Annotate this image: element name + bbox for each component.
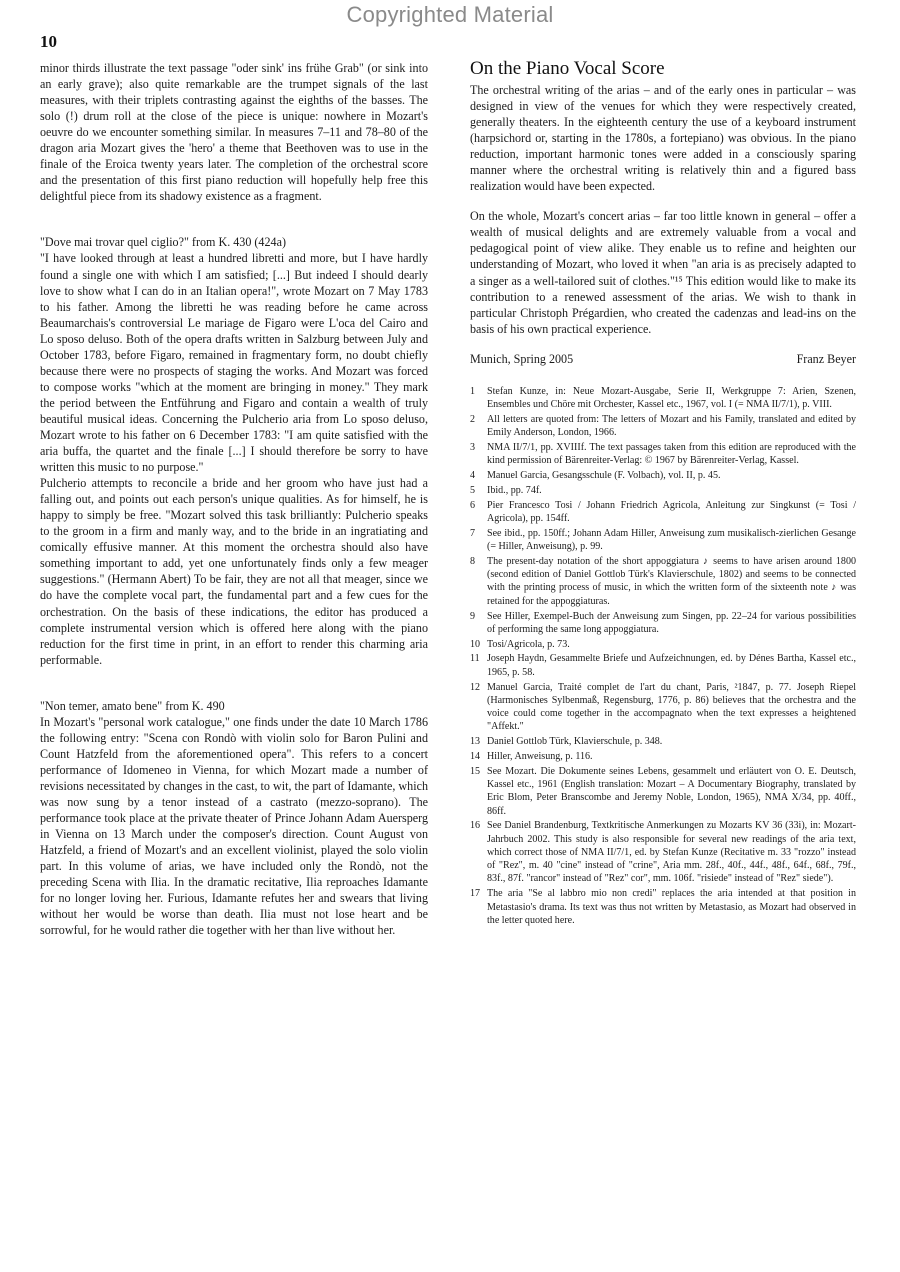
footnote-item	[470, 385, 856, 412]
footnote-text: The present-day notation of the short appoggiatura ♪ seems to have arisen around 1800 (second edition of Daniel Gottlob Türk's Klavierschule, 1802) and seems to be connected with the printing process of music, in which the written form of the sixteenth note ♪ was retained for the appoggiaturas.	[487, 555, 856, 607]
footnote-text: Hiller, Anweisung, p. 116.	[487, 750, 593, 762]
right-column	[470, 58, 856, 929]
page-number: 10	[40, 32, 57, 51]
footnote-item	[470, 887, 856, 927]
footnote-item	[470, 610, 856, 637]
footnote-text: See Hiller, Exempel-Buch der Anweisung zum Singen, pp. 22–24 for various possibilities of performing the same long appoggiatura.	[487, 610, 856, 635]
footnote-item	[470, 441, 856, 468]
footnotes-list	[470, 385, 856, 927]
footnote-text: Daniel Gottlob Türk, Klavierschule, p. 348.	[487, 736, 663, 748]
piano-score-paragraph-1: The orchestral writing of the arias – and of the early ones in particular – was designed in view of the venues for which they were respectively created, generally theaters. In the eighteenth century the use of a keyboard instrument (harpsichord or, starting in the 1780s, a fortepiano) was obvious. In the piano reduction, important harmonic tones were added in a consciously sparing manner where the orchestral writing is relatively thin and a figured bass realization would have been expected.	[470, 83, 856, 194]
footnote-number: 17	[470, 888, 481, 900]
footnote-text: NMA II/7/1, pp. XVIIIf. The text passages taken from this edition are reproduced with the kind permission of Bärenreiter-Verlag: © 1967 by Bärenreiter-Verlag, Kassel.	[487, 441, 856, 467]
footnote-number: 7	[470, 527, 476, 539]
dove-mai-paragraph-2: Pulcherio attempts to reconcile a bride and her groom who have just had a falling out, and points out each person's unique qualities. As for himself, he is happy to simply be free. "Mozart solved this task brilliantly: Pulcherio speaks to the groom in a firm and manly way, and to the bride in an ingratiating and comically effusive manner. At this moment the orchestra should also have something important to add, yet one unfortunately finds only a few meager suggestions." (Hermann Abert) To be fair, they are not all that meager, since we do have the complete vocal part, the fundamental part and a few cues for the orchestration. On the basis of these indications, the editor has produced a complete instrumental version which is offered here along with the piano reduction for the first time in print, in an effort to render this charming aria performable.	[40, 476, 428, 667]
footnote-number: 6	[470, 499, 476, 511]
footnote-number: 13	[470, 736, 481, 748]
footnote-text: Manuel Garcia, Gesangsschule (F. Volbach), vol. II, p. 45.	[487, 470, 721, 482]
footnote-text: Joseph Haydn, Gesammelte Briefe und Aufzeichnungen, ed. by Dénes Bartha, Kassel etc., 1965, p. 58.	[487, 653, 856, 678]
footnote-item	[470, 652, 856, 679]
left-column	[40, 60, 428, 938]
footnote-item	[470, 413, 856, 440]
footnote-number: 1	[470, 385, 476, 397]
author-name: Franz Beyer	[796, 351, 856, 366]
footnote-item	[470, 555, 856, 608]
section-heading-non-temer: "Non temer, amato bene" from K. 490	[40, 698, 225, 713]
footnote-text: Tosi/Agricola, p. 73.	[487, 638, 570, 650]
footnote-item	[470, 527, 856, 554]
footnote-item	[470, 484, 856, 497]
place-date: Munich, Spring 2005	[470, 351, 574, 366]
footnote-item	[470, 750, 856, 763]
footnote-text: The aria "Se al labbro mio non credi" replaces the aria intended at that position in Metastasio's drama. Its text was thus not written by Metastasio, as Mozart had observed in the letter quoted here.	[487, 888, 856, 926]
footnote-text: Stefan Kunze, in: Neue Mozart-Ausgabe, Serie II, Werkgruppe 7: Arien, Szenen, Ensembles und Chöre mit Orchester, Kassel etc., 1967, vol. I (= NMA II/7/1), p. VIII.	[487, 385, 856, 410]
footnote-item	[470, 819, 856, 885]
footnote-number: 11	[470, 653, 480, 665]
footnote-number: 16	[470, 820, 481, 832]
footnote-number: 2	[470, 413, 476, 425]
footnote-item	[470, 681, 856, 734]
footnote-item	[470, 735, 856, 748]
footnote-number: 14	[470, 750, 481, 762]
footnote-number: 8	[470, 555, 476, 567]
footnote-text: See Mozart. Die Dokumente seines Lebens, gesammelt und erläutert von O. E. Deutsch, Kassel etc., 1961 (English translation: Mozart – A Documentary Biography, translated by Eric Blom, Peter Branscombe and Jeremy Noble, London, 1965), NMA X/34, pp. 40ff., 86ff.	[487, 765, 856, 817]
section-title-piano-vocal-score: On the Piano Vocal Score	[470, 58, 665, 79]
footnote-number: 12	[470, 681, 481, 693]
footnote-item	[470, 638, 856, 651]
copyright-watermark: Copyrighted Material	[346, 2, 554, 27]
piano-score-paragraph-2: On the whole, Mozart's concert arias – far too little known in general – offer a wealth of musical delights and are extremely valuable from a vocal and pedagogical point of view alike. They enable us to refine and heighten our understanding of Mozart, who loved it when "an aria is as precisely adapted to a singer as a well-tailored suit of clothes."¹⁵ This edition would like to make its contribution to a renewed assessment of the arias. We wish to thank in particular Christoph Prégardien, who created the cadenzas and lead-ins on the basis of his own practical experience.	[470, 209, 856, 336]
non-temer-paragraph: In Mozart's "personal work catalogue," one finds under the date 10 March 1786 the following entry: "Scena con Rondò with violin solo for Baron Pulini and Count Hatzfeld from the aforementioned opera". This refers to a concert performance of Idomeneo in Vienna, for which Mozart made a number of revisions necessitated by changes in the cast, to wit, the part of Idamante, which was now sung by a tenor instead of a castrato (mezzo-soprano). The performance took place at the private theater of Prince Johann Adam Auersperg in Vienna on 13 March under the composer's direction. Count August von Hatzfeld, a friend of Mozart's and an excellent violinist, played the solo violin part. In this volume of arias, we have included only the Rondò, not the preceding Scena with Ilia. In the dramatic recitative, Ilia reproaches Idamante for no longer loving her. Furious, Idamante refutes her and swears that living without her would be worse than death. Ilia must not lose heart and be sorrowful, for he would rather die together with her than live without her.	[40, 714, 428, 938]
intro-paragraph: minor thirds illustrate the text passage "oder sink' ins frühe Grab" (or sink into an early grave); also quite remarkable are the trumpet signals of the last measures, with their triplets contrasting against the eighths of the basses. The solo (!) drum roll at the close of the piece is unique: nowhere in Mozart's oeuvre do we encounter something similar. In measures 7–11 and 78–80 of the dragon aria Mozart gives the 'hero' a theme that Beethoven was to use in the finale of the Eroica twenty years later. The completion of the orchestral score and the presentation of this first piano reduction will hopefully help free this delightful piece from its shadowy existence as a fragment.	[40, 61, 428, 204]
section-heading-dove-mai: "Dove mai trovar quel ciglio?" from K. 430 (424a)	[40, 235, 286, 250]
signature-line	[470, 351, 856, 367]
footnote-number: 5	[470, 484, 476, 496]
footnote-number: 4	[470, 470, 476, 482]
footnote-number: 15	[470, 765, 481, 777]
footnote-number: 3	[470, 441, 476, 453]
footnote-number: 10	[470, 638, 481, 650]
footnote-number: 9	[470, 610, 476, 622]
dove-mai-paragraph-1: "I have looked through at least a hundred libretti and more, but I have hardly found a single one with which I am satisfied; [...] But indeed I should dearly love to show what I can do in an Italian opera!", wrote Mozart on 7 May 1783 to his father. Among the libretti he was reading before he came across Beaumarchais's controversial Le mariage de Figaro were L'oca del Cairo and Lo sposo deluso. Both of the opera drafts written in Salzburg between July and October 1783, before Figaro, remained in fragmentary form, no doubt chiefly because there were no prospects of staging the works. And Mozart was forced to compose works "which at the moment are bringing in money." They mark the period between the Entführung and Figaro and contain a wealth of truly beautiful musical ideas. Concerning the Pulcherio aria from Lo sposo deluso, Mozart wrote to his father on 6 December 1783: "I am quite satisfied with the aria buffa, the quartet and the finale [...] I should therefore be sorry to have written this music to no purpose."	[40, 251, 428, 475]
footnote-text: See Daniel Brandenburg, Textkritische Anmerkungen zu Mozarts KV 36 (33i), in: Mozart-Jahrbuch 2002. This study is also responsible for several new readings of the aria text, which correct those of NMA II/7/1, ed. by Stefan Kunze (Recitative m. 33 "rozzo" instead of "Rez", m. 40 "cine" instead of "crine", Aria mm. 28f., 40f., 44f., 48f., 64f., 68f., 79f., 83f., 87f. "rancor" instead of "Rez" cor", mm. 106f. "risiede" instead of "Rez" siede").	[487, 820, 856, 885]
footnote-text: See ibid., pp. 150ff.; Johann Adam Hiller, Anweisung zum musikalisch-zierlichen Gesange (= Hiller, Anweisung), p. 99.	[487, 527, 856, 553]
footnote-text: Manuel Garcia, Traité complet de l'art du chant, Paris, ²1847, p. 77. Joseph Riepel (Harmonisches Sylbenmaß, Regensburg, 1776, p. 86) believes that the orchestra and the voice could come together in the accompagnato when the text expresses a heightened "Affekt."	[487, 681, 856, 733]
footnote-text: All letters are quoted from: The letters of Mozart and his Family, translated and edited by Emily Anderson, London, 1966.	[487, 413, 856, 439]
footnote-item	[470, 469, 856, 482]
footnote-item	[470, 765, 856, 818]
footnote-text: Ibid., pp. 74f.	[487, 484, 542, 496]
footnote-item	[470, 499, 856, 526]
footnote-text: Pier Francesco Tosi / Johann Friedrich Agricola, Anleitung zur Singkunst (= Tosi / Agricola), pp. 154ff.	[487, 499, 856, 524]
